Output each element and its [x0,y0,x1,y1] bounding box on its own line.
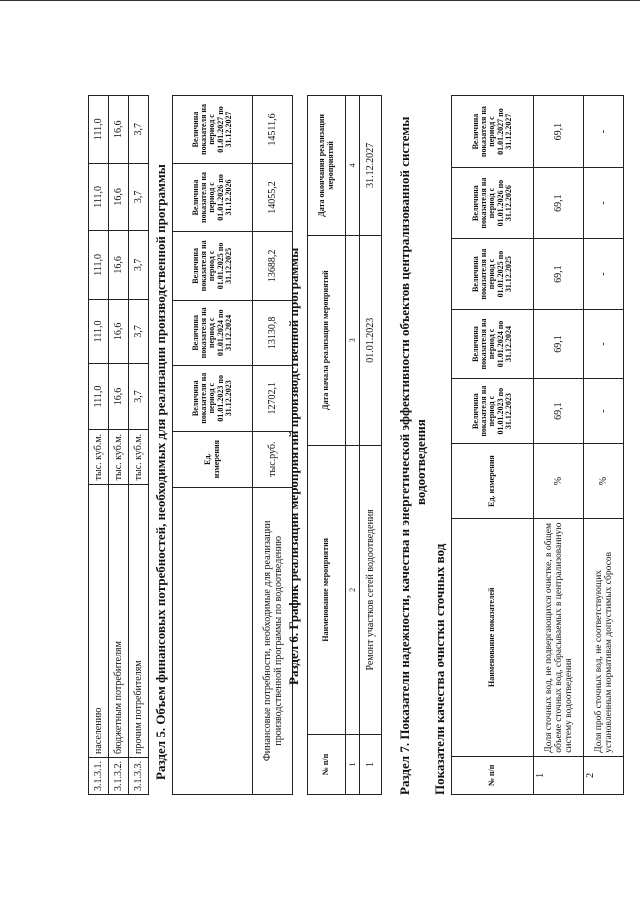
header-period-2027: Величина показателя на период с 01.01.2027 по 31.12.2027 [452,96,534,168]
header-period-2023: Величина показателя на период с 01.01.2023 по 31.12.2023 [452,378,534,444]
value-cell: - [584,239,624,310]
value-cell: 3,7 [129,163,149,231]
row-number: 2 [584,756,624,794]
value-cell: 3,7 [129,364,149,430]
header-period-2024: Величина показателя на период с 01.01.2024 по 31.12.2024 [452,310,534,379]
value-cell: 111,0 [89,364,109,430]
value-cell: 16,6 [109,96,129,164]
column-number: 2 [346,445,360,735]
value-cell: - [584,378,624,444]
section5-title: Раздел 5. Объем финансовых потребностей, необходимых для реализации производственной программы [153,164,168,780]
value-cell: 14055,2 [253,163,293,231]
header-period-2026: Величина показателя на период с 01.01.2026 по 31.12.2026 [173,163,253,231]
row-unit: тыс. куб.м. [129,429,149,485]
row-name: Ремонт участков сетей водоотведения [360,445,382,735]
header-unit: Ед. измерения [452,444,534,518]
column-number: 4 [346,96,360,236]
value-cell: 14511,6 [253,96,293,164]
value-cell: 111,0 [89,96,109,164]
header-period-2024: Величина показателя на период с 01.01.2024 по 31.12.2024 [173,300,253,365]
value-cell: 111,0 [89,299,109,364]
value-cell: 12702,1 [253,365,293,431]
value-cell: 3,7 [129,299,149,364]
section6-table [307,95,382,795]
table-row [109,96,129,795]
row-number: 3.1.3.3. [129,758,149,795]
end-date: 31.12.2027 [360,96,382,236]
value-cell: 111,0 [89,231,109,300]
value-cell: 3,7 [129,231,149,300]
header-period-2023: Величина показателя на период с 01.01.2023 по 31.12.2023 [173,365,253,431]
header-start-date: Дата начала реализации мероприятий [308,235,346,445]
row-unit: тыс. куб.м. [89,429,109,485]
value-cell: 13130,8 [253,300,293,365]
column-number: 3 [346,235,360,445]
value-cell: 16,6 [109,231,129,300]
section7-table [451,95,624,795]
row-unit: % [534,444,584,518]
value-cell: 69,1 [534,310,584,379]
row-number: 3.1.3.2. [109,758,129,795]
header-empty-cell [173,487,253,794]
value-cell: 16,6 [109,364,129,430]
header-number: № п/п [452,756,534,794]
table-row [360,96,382,795]
column-number: 1 [346,735,360,795]
row-number: 3.1.3.1. [89,758,109,795]
value-cell: 69,1 [534,239,584,310]
row-name: прочим потребителям [129,485,149,758]
section5-table [172,95,293,795]
header-indicator-name: Наименование показателей [452,518,534,756]
section6-title: Раздел 6. График реализации мероприятий производственной программы [286,247,301,685]
header-period-2025: Величина показателя на период с 01.01.2025 по 31.12.2025 [452,239,534,310]
table-row [534,96,584,795]
row-name: Финансовые потребности, необходимые для реализации производственной программы по водоотведению [253,487,293,794]
row-unit: тыс. куб.м. [109,429,129,485]
section5-header-row [173,96,253,795]
header-unit: Ед. измерения [173,431,253,487]
row-unit: % [584,444,624,518]
table-row [129,96,149,795]
start-date: 01.01.2023 [360,235,382,445]
section7-title: Раздел 7. Показатели надежности, качества и энергетической эффективности объектов централизованной системы [397,116,412,795]
header-number: № п/п [308,735,346,795]
row-name: Доля проб сточных вод, не соответствующих установленным нормативам допустимых сбросов [584,518,624,756]
section7-header-row [452,96,534,795]
table-row [584,96,624,795]
value-cell: 13688,2 [253,231,293,300]
value-cell: 16,6 [109,163,129,231]
section7-subtitle: Показатели качества очистки сточных вод [432,543,447,795]
column-number-row [346,96,360,795]
value-cell: - [584,310,624,379]
table-row [89,96,109,795]
header-end-date: Дата окончания реализации мероприятий [308,96,346,236]
value-cell: 111,0 [89,163,109,231]
value-cell: 16,6 [109,299,129,364]
row-name: бюджетным потребителям [109,485,129,758]
row-number: 1 [534,756,584,794]
row-name: Доля сточных вод, не подвергающихся очистке, в общем объеме сточных вод, сбрасываемых в централизованную систему водоотведения [534,518,584,756]
value-cell: 3,7 [129,96,149,164]
value-cell: 69,1 [534,96,584,168]
value-cell: 69,1 [534,378,584,444]
section6-header-row [308,96,346,795]
header-activity-name: Наименование мероприятия [308,445,346,735]
value-cell: 69,1 [534,168,584,239]
value-cell: - [584,96,624,168]
header-period-2025: Величина показателя на период с 01.01.2025 по 31.12.2025 [173,231,253,300]
row-unit: тыс.руб. [253,431,293,487]
continuation-table [88,95,149,795]
row-name: населению [89,485,109,758]
section7-title-continued: водоотведения [413,419,428,505]
header-period-2026: Величина показателя на период с 01.01.2026 по 31.12.2026 [452,168,534,239]
header-period-2027: Величина показателя на период с 01.01.2027 по 31.12.2027 [173,96,253,164]
value-cell: - [584,168,624,239]
row-number: 1 [360,735,382,795]
